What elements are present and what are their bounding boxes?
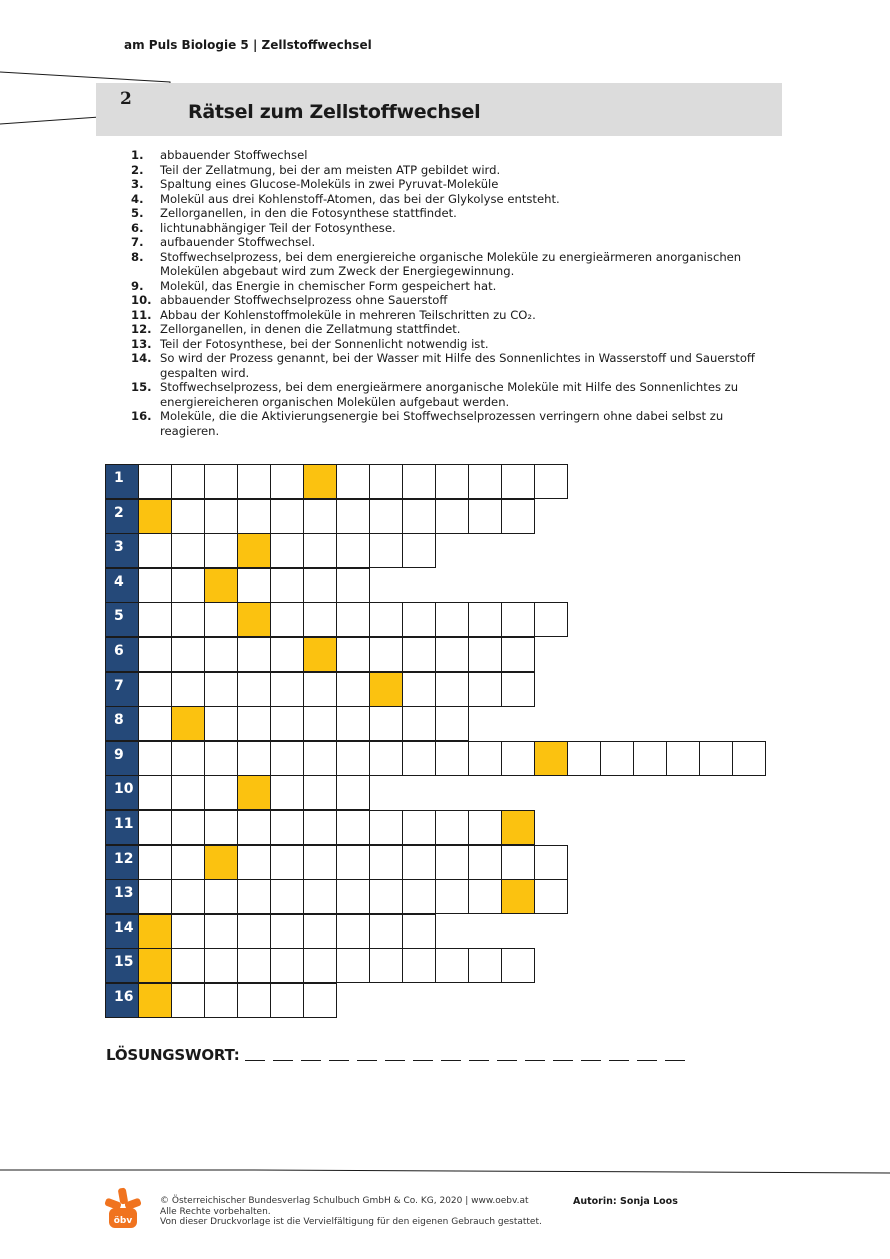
crossword-row — [105, 845, 568, 880]
clue-text: Spaltung eines Glucose-Moleküls in zwei Pyruvat-Moleküle — [160, 177, 499, 191]
solution-letter-cell[interactable] — [138, 499, 172, 534]
letter-cell[interactable] — [270, 775, 304, 810]
copyright-notice — [160, 1196, 542, 1228]
letter-cell[interactable] — [369, 499, 403, 534]
clue-text: Stoffwechselprozess, bei dem energiereiche organische Moleküle zu energieärmeren anorganischen Molekülen abgebaut wird zum Zweck der Energiegewinnung. — [160, 249, 742, 278]
copyright-line: © Österreichischer Bundesverlag Schulbuch GmbH & Co. KG, 2020 | www.oebv.at — [160, 1196, 529, 1206]
letter-cell[interactable] — [369, 706, 403, 741]
letter-cell[interactable] — [270, 568, 304, 603]
letter-cell[interactable] — [204, 672, 238, 707]
letter-cell[interactable] — [402, 948, 436, 983]
letter-cell[interactable] — [402, 533, 436, 568]
clue-text: aufbauender Stoffwechsel. — [160, 235, 316, 249]
letter-cell[interactable] — [336, 741, 370, 776]
letter-cell[interactable] — [501, 464, 535, 499]
row-number: 14 — [105, 914, 139, 949]
clue-item — [131, 293, 781, 308]
letter-cell[interactable] — [534, 879, 568, 914]
letter-cell[interactable] — [138, 637, 172, 672]
letter-cell[interactable] — [369, 810, 403, 845]
letter-cell[interactable] — [501, 948, 535, 983]
letter-cell[interactable] — [402, 845, 436, 880]
letter-cell[interactable] — [138, 706, 172, 741]
letter-cell[interactable] — [468, 810, 502, 845]
letter-cell[interactable] — [369, 879, 403, 914]
letter-cell[interactable] — [270, 464, 304, 499]
clue-item — [131, 192, 781, 207]
crossword-row — [105, 914, 436, 949]
solution-blank[interactable] — [609, 1060, 629, 1061]
clue-text: Zellorganellen, in den die Fotosynthese stattfindet. — [160, 206, 457, 220]
letter-cell[interactable] — [336, 464, 370, 499]
clue-text: Teil der Fotosynthese, bei der Sonnenlicht notwendig ist. — [160, 336, 489, 351]
row-number: 6 — [105, 637, 139, 672]
clue-text: Moleküle, die die Aktivierungsenergie bei Stoffwechselprozessen verringern ohne dabei selbst zu reagieren. — [160, 409, 724, 438]
solution-letter-cell[interactable] — [303, 637, 337, 672]
letter-cell[interactable] — [336, 879, 370, 914]
row-number: 15 — [105, 948, 139, 983]
letter-cell[interactable] — [402, 810, 436, 845]
row-number: 5 — [105, 602, 139, 637]
letter-cell[interactable] — [171, 810, 205, 845]
letter-cell[interactable] — [237, 464, 271, 499]
clue-item — [131, 409, 781, 438]
letter-cell[interactable] — [138, 602, 172, 637]
letter-cell[interactable] — [237, 499, 271, 534]
letter-cell[interactable] — [600, 741, 634, 776]
letter-cell[interactable] — [633, 741, 667, 776]
letter-cell[interactable] — [270, 637, 304, 672]
clue-number: 14. — [131, 351, 152, 365]
book-header: am Puls Biologie 5 | Zellstoffwechsel — [124, 38, 372, 52]
clue-text: Molekül aus drei Kohlenstoff-Atomen, das bei der Glykolyse entsteht. — [160, 191, 560, 206]
solution-letter-cell[interactable] — [237, 533, 271, 568]
clue-item — [131, 322, 781, 337]
author-credit: Autorin: Sonja Loos — [573, 1196, 678, 1207]
letter-cell[interactable] — [171, 464, 205, 499]
row-number: 3 — [105, 533, 139, 568]
solution-letter-cell[interactable] — [237, 775, 271, 810]
letter-cell[interactable] — [270, 845, 304, 880]
letter-cell[interactable] — [171, 983, 205, 1018]
clue-item — [131, 235, 781, 250]
letter-cell[interactable] — [534, 464, 568, 499]
letter-cell[interactable] — [336, 948, 370, 983]
solution-letter-cell[interactable] — [204, 568, 238, 603]
row-number: 16 — [105, 983, 139, 1018]
clue-number: 5. — [131, 206, 144, 220]
letter-cell[interactable] — [336, 533, 370, 568]
letter-cell[interactable] — [204, 948, 238, 983]
row-number: 13 — [105, 879, 139, 914]
letter-cell[interactable] — [336, 499, 370, 534]
letter-cell[interactable] — [402, 672, 436, 707]
clue-number: 8. — [131, 249, 144, 264]
clue-item — [131, 308, 781, 323]
letter-cell[interactable] — [270, 499, 304, 534]
solution-letter-cell[interactable] — [534, 741, 568, 776]
letter-cell[interactable] — [534, 602, 568, 637]
solution-letter-cell[interactable] — [204, 845, 238, 880]
letter-cell[interactable] — [138, 568, 172, 603]
letter-cell[interactable] — [402, 602, 436, 637]
letter-cell[interactable] — [468, 845, 502, 880]
letter-cell[interactable] — [369, 533, 403, 568]
clue-number: 2. — [131, 162, 144, 177]
clue-item — [131, 177, 781, 192]
letter-cell[interactable] — [501, 602, 535, 637]
solution-letter-cell[interactable] — [501, 879, 535, 914]
letter-cell[interactable] — [237, 741, 271, 776]
crossword-row — [105, 568, 370, 603]
clue-number: 9. — [131, 278, 144, 293]
letter-cell[interactable] — [270, 914, 304, 949]
duplication-notice: Von dieser Druckvorlage ist die Vervielfältigung für den eigenen Gebrauch gestattet. — [160, 1217, 542, 1227]
clue-item — [131, 148, 781, 163]
letter-cell[interactable] — [303, 602, 337, 637]
page-title: Rätsel zum Zellstoffwechsel — [188, 101, 481, 123]
solution-blank[interactable] — [581, 1060, 601, 1061]
letter-cell[interactable] — [237, 637, 271, 672]
letter-cell[interactable] — [435, 706, 469, 741]
letter-cell[interactable] — [336, 706, 370, 741]
clue-item — [131, 380, 781, 409]
letter-cell[interactable] — [270, 879, 304, 914]
letter-cell[interactable] — [534, 845, 568, 880]
letter-cell[interactable] — [270, 810, 304, 845]
letter-cell[interactable] — [402, 499, 436, 534]
letter-cell[interactable] — [204, 706, 238, 741]
solution-letter-cell[interactable] — [501, 810, 535, 845]
crossword-row — [105, 637, 535, 672]
letter-cell[interactable] — [303, 775, 337, 810]
solution-letter-cell[interactable] — [171, 706, 205, 741]
letter-cell[interactable] — [171, 879, 205, 914]
solution-letter-cell[interactable] — [369, 672, 403, 707]
letter-cell[interactable] — [303, 499, 337, 534]
clue-item — [131, 206, 781, 221]
clue-number: 1. — [131, 148, 144, 162]
letter-cell[interactable] — [237, 948, 271, 983]
letter-cell[interactable] — [369, 602, 403, 637]
clue-item — [131, 250, 781, 279]
crossword-row — [105, 948, 535, 983]
solution-letter-cell[interactable] — [237, 602, 271, 637]
letter-cell[interactable] — [435, 879, 469, 914]
letter-cell[interactable] — [435, 637, 469, 672]
letter-cell[interactable] — [369, 637, 403, 672]
letter-cell[interactable] — [204, 499, 238, 534]
crossword-row — [105, 602, 568, 637]
letter-cell[interactable] — [468, 948, 502, 983]
letter-cell[interactable] — [138, 672, 172, 707]
solution-blank[interactable] — [525, 1060, 545, 1061]
letter-cell[interactable] — [270, 948, 304, 983]
letter-cell[interactable] — [171, 602, 205, 637]
letter-cell[interactable] — [303, 741, 337, 776]
letter-cell[interactable] — [336, 810, 370, 845]
letter-cell[interactable] — [270, 672, 304, 707]
solution-blank[interactable] — [329, 1060, 349, 1061]
letter-cell[interactable] — [369, 914, 403, 949]
letter-cell[interactable] — [468, 602, 502, 637]
letter-cell[interactable] — [435, 845, 469, 880]
letter-cell[interactable] — [336, 602, 370, 637]
letter-cell[interactable] — [336, 637, 370, 672]
crossword-row — [105, 810, 535, 845]
clue-text: Teil der Zellatmung, bei der am meisten ATP gebildet wird. — [160, 162, 501, 177]
letter-cell[interactable] — [303, 948, 337, 983]
letter-cell[interactable] — [204, 741, 238, 776]
letter-cell[interactable] — [303, 533, 337, 568]
row-number: 9 — [105, 741, 139, 776]
letter-cell[interactable] — [435, 948, 469, 983]
letter-cell[interactable] — [303, 672, 337, 707]
clue-text: So wird der Prozess genannt, bei der Wasser mit Hilfe des Sonnenlichtes in Wasserstoff und Sauerstoff gespalten wird. — [160, 351, 755, 380]
exercise-number: 2 — [120, 89, 132, 109]
row-number: 10 — [105, 775, 139, 810]
letter-cell[interactable] — [435, 464, 469, 499]
svg-text:öbv: öbv — [113, 1216, 133, 1226]
clue-text: Zellorganellen, in denen die Zellatmung stattfindet. — [160, 322, 461, 336]
letter-cell[interactable] — [732, 741, 766, 776]
letter-cell[interactable] — [270, 533, 304, 568]
letter-cell[interactable] — [303, 914, 337, 949]
letter-cell[interactable] — [402, 879, 436, 914]
letter-cell[interactable] — [501, 845, 535, 880]
clue-text: lichtunabhängiger Teil der Fotosynthese. — [160, 220, 396, 235]
letter-cell[interactable] — [468, 464, 502, 499]
letter-cell[interactable] — [303, 810, 337, 845]
letter-cell[interactable] — [237, 568, 271, 603]
letter-cell[interactable] — [336, 914, 370, 949]
oebv-logo-icon — [103, 1186, 143, 1232]
letter-cell[interactable] — [204, 879, 238, 914]
solution-blank[interactable] — [665, 1060, 685, 1061]
letter-cell[interactable] — [138, 845, 172, 880]
solution-blank[interactable] — [357, 1060, 377, 1061]
letter-cell[interactable] — [699, 741, 733, 776]
letter-cell[interactable] — [171, 533, 205, 568]
letter-cell[interactable] — [237, 879, 271, 914]
letter-cell[interactable] — [468, 637, 502, 672]
solution-blank[interactable] — [553, 1060, 573, 1061]
letter-cell[interactable] — [501, 741, 535, 776]
clue-number: 13. — [131, 336, 152, 351]
clue-item — [131, 221, 781, 236]
letter-cell[interactable] — [270, 706, 304, 741]
crossword-row — [105, 706, 469, 741]
solution-blank[interactable] — [637, 1060, 657, 1061]
rights-line: Alle Rechte vorbehalten. — [160, 1206, 271, 1217]
letter-cell[interactable] — [468, 879, 502, 914]
letter-cell[interactable] — [303, 983, 337, 1018]
letter-cell[interactable] — [204, 464, 238, 499]
letter-cell[interactable] — [204, 533, 238, 568]
letter-cell[interactable] — [336, 568, 370, 603]
solution-blank[interactable] — [497, 1060, 517, 1061]
crossword-row — [105, 672, 535, 707]
letter-cell[interactable] — [138, 464, 172, 499]
letter-cell[interactable] — [270, 741, 304, 776]
letter-cell[interactable] — [270, 983, 304, 1018]
clue-number: 6. — [131, 220, 144, 235]
clue-item — [131, 337, 781, 352]
letter-cell[interactable] — [237, 845, 271, 880]
row-number: 4 — [105, 568, 139, 603]
letter-cell[interactable] — [402, 637, 436, 672]
clue-text: Stoffwechselprozess, bei dem energieärmere anorganische Moleküle mit Hilfe des Sonnenlichtes zu energiereicheren organischen Molekülen aufgebaut werden. — [160, 380, 739, 409]
letter-cell[interactable] — [567, 741, 601, 776]
clue-text: abbauender Stoffwechselprozess ohne Sauerstoff — [160, 293, 448, 307]
letter-cell[interactable] — [501, 637, 535, 672]
row-number: 11 — [105, 810, 139, 845]
letter-cell[interactable] — [171, 914, 205, 949]
clue-number: 11. — [131, 307, 152, 322]
crossword-row — [105, 775, 370, 810]
clue-number: 3. — [131, 177, 144, 191]
letter-cell[interactable] — [204, 775, 238, 810]
clue-number: 12. — [131, 322, 152, 336]
letter-cell[interactable] — [435, 499, 469, 534]
solution-letter-cell[interactable] — [138, 914, 172, 949]
letter-cell[interactable] — [468, 741, 502, 776]
solution-letter-cell[interactable] — [138, 983, 172, 1018]
clue-item — [131, 351, 781, 380]
letter-cell[interactable] — [138, 533, 172, 568]
letter-cell[interactable] — [303, 845, 337, 880]
clue-item — [131, 279, 781, 294]
crossword-row — [105, 741, 766, 776]
solution-label: LÖSUNGSWORT: — [106, 1046, 240, 1064]
letter-cell[interactable] — [171, 499, 205, 534]
letter-cell[interactable] — [402, 914, 436, 949]
letter-cell[interactable] — [468, 499, 502, 534]
letter-cell[interactable] — [237, 983, 271, 1018]
letter-cell[interactable] — [666, 741, 700, 776]
letter-cell[interactable] — [369, 464, 403, 499]
letter-cell[interactable] — [402, 706, 436, 741]
footer-divider — [0, 1162, 890, 1174]
clue-text: Abbau der Kohlenstoffmoleküle in mehreren Teilschritten zu CO₂. — [160, 307, 536, 322]
crossword-row — [105, 464, 568, 499]
letter-cell[interactable] — [435, 741, 469, 776]
clue-number: 16. — [131, 409, 152, 423]
letter-cell[interactable] — [204, 914, 238, 949]
letter-cell[interactable] — [501, 499, 535, 534]
row-number: 7 — [105, 672, 139, 707]
letter-cell[interactable] — [501, 672, 535, 707]
letter-cell[interactable] — [171, 948, 205, 983]
letter-cell[interactable] — [303, 706, 337, 741]
letter-cell[interactable] — [138, 879, 172, 914]
row-number: 12 — [105, 845, 139, 880]
clue-text: Molekül, das Energie in chemischer Form gespeichert hat. — [160, 278, 497, 293]
crossword-row — [105, 983, 337, 1018]
letter-cell[interactable] — [204, 637, 238, 672]
clue-number: 7. — [131, 235, 144, 249]
clue-number: 15. — [131, 380, 152, 394]
letter-cell[interactable] — [171, 637, 205, 672]
letter-cell[interactable] — [237, 672, 271, 707]
letter-cell[interactable] — [435, 602, 469, 637]
letter-cell[interactable] — [171, 741, 205, 776]
clue-number: 10. — [131, 293, 152, 307]
solution-blank[interactable] — [413, 1060, 433, 1061]
letter-cell[interactable] — [138, 775, 172, 810]
solution-word — [106, 1046, 685, 1064]
clue-text: abbauender Stoffwechsel — [160, 148, 308, 162]
row-number: 2 — [105, 499, 139, 534]
row-number: 1 — [105, 464, 139, 499]
letter-cell[interactable] — [369, 741, 403, 776]
letter-cell[interactable] — [270, 602, 304, 637]
letter-cell[interactable] — [204, 810, 238, 845]
letter-cell[interactable] — [435, 672, 469, 707]
letter-cell[interactable] — [237, 706, 271, 741]
letter-cell[interactable] — [336, 672, 370, 707]
solution-blank[interactable] — [273, 1060, 293, 1061]
letter-cell[interactable] — [237, 914, 271, 949]
solution-blank[interactable] — [301, 1060, 321, 1061]
letter-cell[interactable] — [303, 879, 337, 914]
letter-cell[interactable] — [204, 983, 238, 1018]
clue-item — [131, 163, 781, 178]
letter-cell[interactable] — [171, 672, 205, 707]
clue-number: 4. — [131, 191, 144, 206]
letter-cell[interactable] — [402, 464, 436, 499]
solution-blank[interactable] — [441, 1060, 461, 1061]
solution-blank[interactable] — [385, 1060, 405, 1061]
letter-cell[interactable] — [138, 741, 172, 776]
letter-cell[interactable] — [171, 845, 205, 880]
letter-cell[interactable] — [303, 568, 337, 603]
letter-cell[interactable] — [336, 775, 370, 810]
letter-cell[interactable] — [171, 568, 205, 603]
letter-cell[interactable] — [171, 775, 205, 810]
solution-blank[interactable] — [245, 1060, 265, 1061]
crossword-row — [105, 879, 568, 914]
solution-letter-cell[interactable] — [303, 464, 337, 499]
solution-blank[interactable] — [469, 1060, 489, 1061]
letter-cell[interactable] — [138, 810, 172, 845]
letter-cell[interactable] — [468, 672, 502, 707]
solution-letter-cell[interactable] — [138, 948, 172, 983]
letter-cell[interactable] — [369, 845, 403, 880]
row-number: 8 — [105, 706, 139, 741]
crossword-row — [105, 499, 535, 534]
letter-cell[interactable] — [435, 810, 469, 845]
letter-cell[interactable] — [204, 602, 238, 637]
letter-cell[interactable] — [237, 810, 271, 845]
crossword-row — [105, 533, 436, 568]
clue-list — [131, 148, 781, 438]
letter-cell[interactable] — [336, 845, 370, 880]
letter-cell[interactable] — [402, 741, 436, 776]
letter-cell[interactable] — [369, 948, 403, 983]
